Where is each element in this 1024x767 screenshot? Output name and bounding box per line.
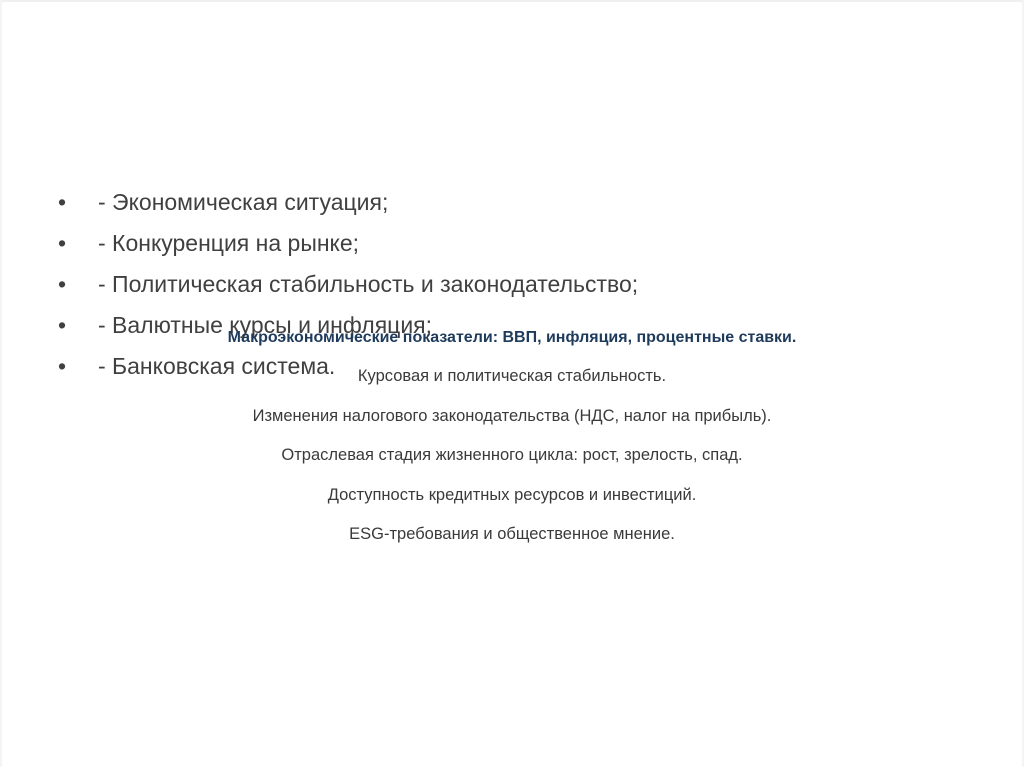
bullet-marker: • bbox=[58, 271, 67, 297]
bullet-item-competition bbox=[58, 225, 638, 266]
bullet-text: - Конкуренция на рынке; bbox=[98, 230, 360, 256]
bullet-text: - Валютные курсы и инфляция; bbox=[98, 312, 433, 338]
macro-indicators-overlay bbox=[140, 326, 884, 564]
overlay-line-tax: Изменения налогового законодательства (НДС, налог на прибыль). bbox=[252, 406, 772, 425]
slide-top-edge bbox=[0, 0, 1024, 2]
bullet-marker: • bbox=[58, 353, 67, 379]
bullet-item-economic bbox=[58, 184, 638, 225]
bullet-item-political bbox=[58, 266, 638, 307]
bullet-text: - Экономическая ситуация; bbox=[98, 189, 389, 215]
slide-left-edge bbox=[0, 0, 2, 767]
overlay-line-stability: Курсовая и политическая стабильность. bbox=[357, 367, 667, 385]
overlay-line-credit: Доступность кредитных ресурсов и инвестиций. bbox=[327, 485, 697, 504]
bullet-marker: • bbox=[58, 189, 67, 215]
bullet-text: - Банковская система. bbox=[98, 353, 336, 379]
overlay-heading: Макроэкономические показатели: ВВП, инфляция, процентные ставки. bbox=[227, 329, 797, 346]
overlay-line-lifecycle: Отраслевая стадия жизненного цикла: рост, зрелость, спад. bbox=[281, 446, 743, 464]
overlay-line-esg: ESG-требования и общественное мнение. bbox=[349, 525, 675, 543]
bullet-marker: • bbox=[58, 312, 67, 338]
bullet-text: - Политическая стабильность и законодательство; bbox=[98, 271, 639, 297]
bullet-marker: • bbox=[58, 230, 67, 256]
